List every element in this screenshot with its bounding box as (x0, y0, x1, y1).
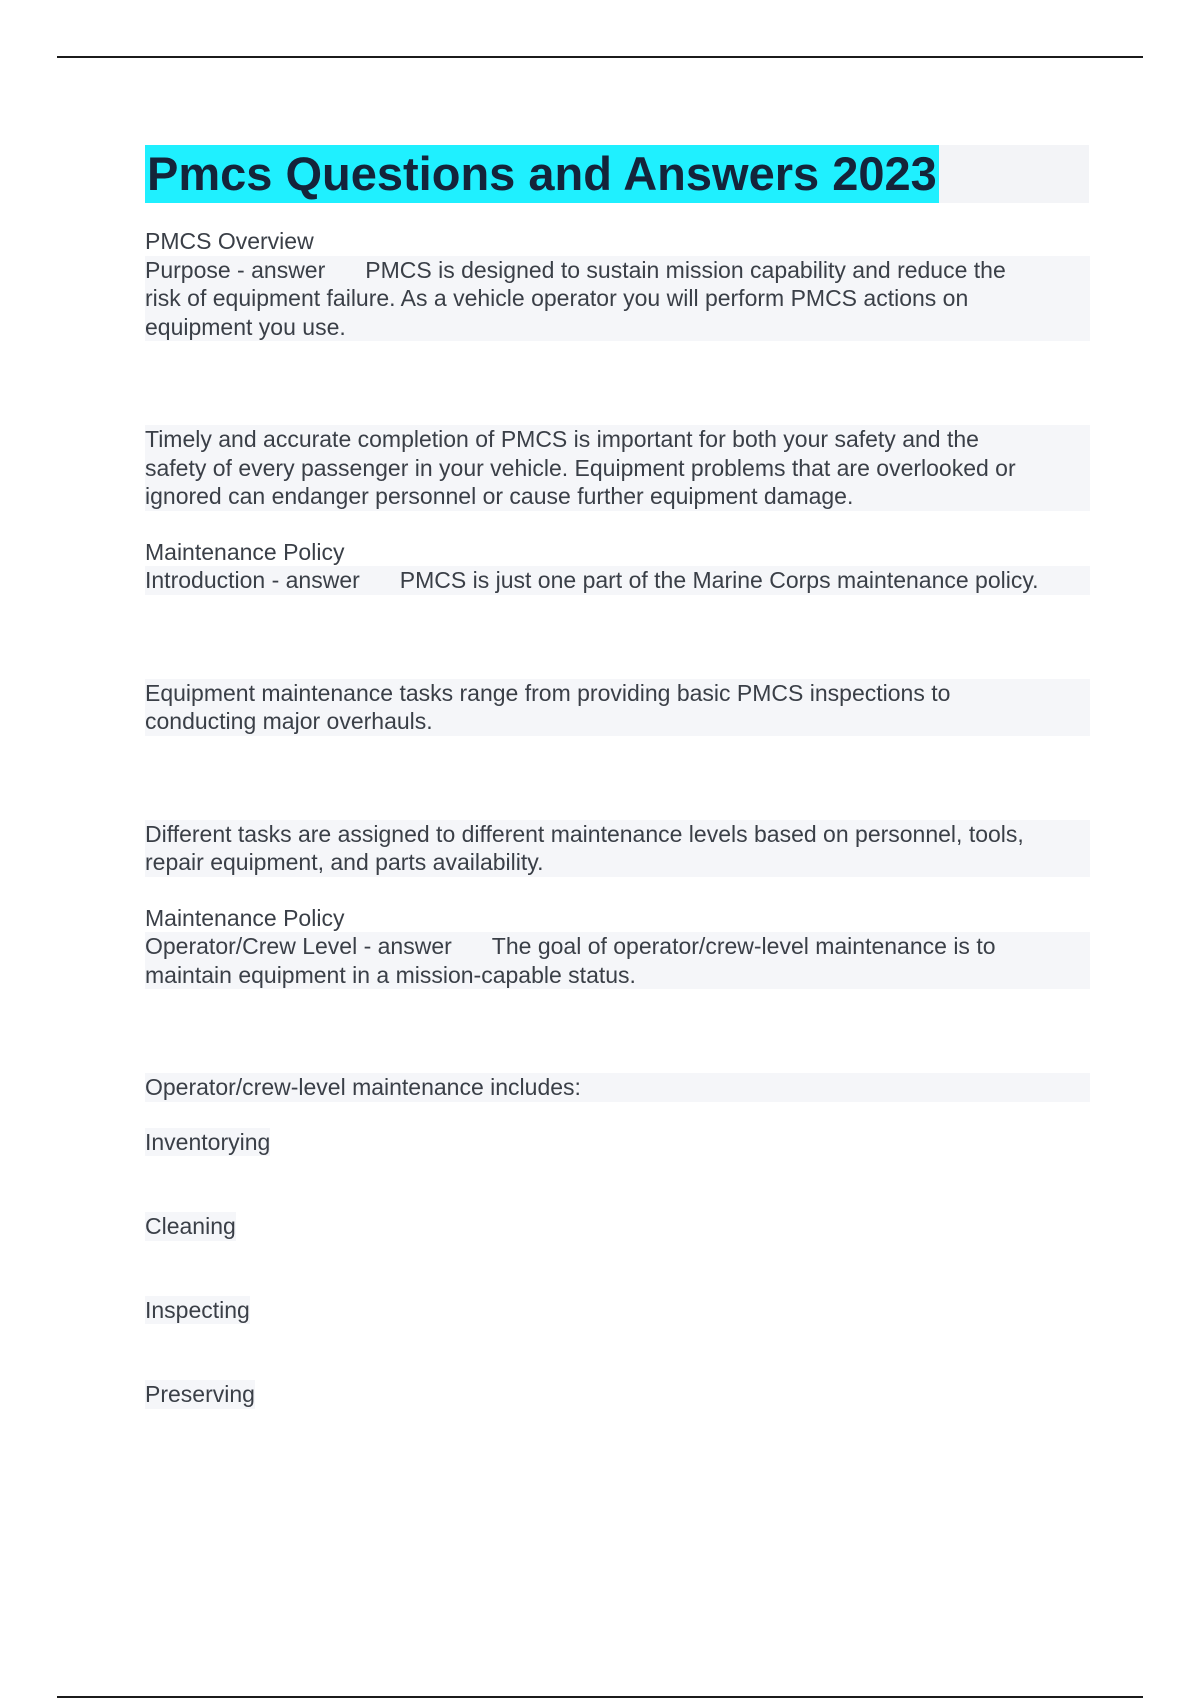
section-maintenance-policy-intro (145, 538, 1090, 595)
paragraph-line: Equipment maintenance tasks range from providing basic PMCS inspections to (145, 679, 1090, 708)
paragraph (145, 425, 1090, 511)
document-body (145, 145, 1090, 1409)
question-label: Operator/Crew Level - answer (145, 933, 452, 959)
paragraph-line: Different tasks are assigned to different maintenance levels based on personnel, tools, (145, 820, 1090, 849)
list-item-text: Cleaning (145, 1213, 236, 1239)
section-heading: PMCS Overview (145, 228, 314, 254)
paragraph-line: repair equipment, and parts availability. (145, 848, 1090, 877)
section-heading: Maintenance Policy (145, 538, 345, 565)
list-item (145, 1380, 1090, 1409)
paragraph-line: Timely and accurate completion of PMCS is important for both your safety and the (145, 425, 1090, 454)
page-title: Pmcs Questions and Answers 2023 (145, 145, 939, 203)
answer-text: The goal of operator/crew-level maintenance is to (491, 933, 996, 959)
list-item-text: Inspecting (145, 1296, 250, 1323)
list-intro-text: Operator/crew-level maintenance includes: (145, 1073, 1090, 1102)
list-item-text: Preserving (145, 1381, 255, 1407)
answer-text: maintain equipment in a mission-capable status. (145, 961, 1090, 990)
paragraph-line: ignored can endanger personnel or cause further equipment damage. (145, 482, 1090, 511)
list-item (145, 1128, 1090, 1157)
qa-line (145, 566, 1090, 595)
answer-text: PMCS is designed to sustain mission capability and reduce the (365, 256, 1006, 283)
paragraph (145, 820, 1090, 877)
answer-text: equipment you use. (145, 313, 1090, 342)
paragraph (145, 679, 1090, 736)
paragraph-line: conducting major overhauls. (145, 707, 1090, 736)
list-intro (145, 1073, 1090, 1102)
answer-text: risk of equipment failure. As a vehicle operator you will perform PMCS actions on (145, 284, 1090, 313)
answer-text: PMCS is just one part of the Marine Corps maintenance policy. (399, 567, 1039, 593)
list-item (145, 1212, 1090, 1241)
bottom-rule (57, 1696, 1143, 1698)
top-rule (57, 56, 1143, 58)
question-label: Introduction - answer (145, 567, 360, 593)
section-pmcs-overview (145, 227, 1090, 341)
section-maintenance-policy-operator (145, 904, 1090, 990)
qa-line (145, 932, 1090, 961)
question-label: Purpose - answer (145, 256, 326, 283)
title-bar (145, 145, 1089, 203)
section-heading: Maintenance Policy (145, 904, 345, 931)
list-item-text: Inventorying (145, 1128, 271, 1155)
qa-line (145, 256, 1090, 285)
paragraph-line: safety of every passenger in your vehicle. Equipment problems that are overlooked or (145, 454, 1090, 483)
list-item (145, 1296, 1090, 1325)
